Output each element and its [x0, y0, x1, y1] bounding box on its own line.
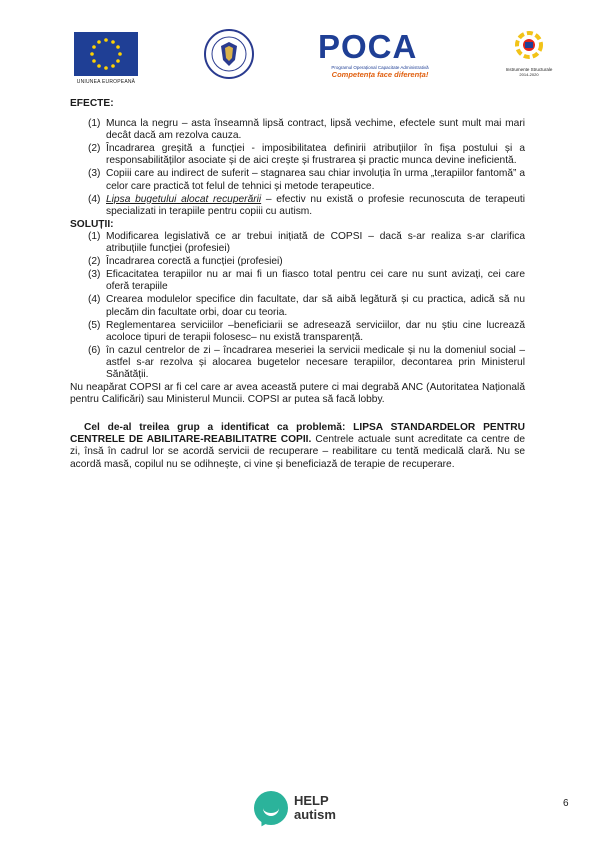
item-emphasis: Lipsa bugetului alocat recuperării: [106, 193, 262, 205]
item-number: (4): [88, 294, 101, 306]
paragraph-third-group: [70, 422, 525, 470]
item-number: (4): [88, 193, 101, 205]
item-number: (1): [88, 118, 101, 130]
item-text: Modificarea legislativă ce ar trebui inițiată de COPSI – dacă s-ar realiza s-ar clarifica atribuțiile funcției (profesiei): [106, 230, 525, 255]
list-item: [70, 294, 525, 318]
item-number: (5): [88, 319, 101, 331]
item-text: Încadrarea greșită a funcției - imposibilitatea definirii atribuțiilor în fișa postului și a responsabilităților asociate și de aici crește și frustrarea și practic munca devine ineficientă.: [106, 143, 525, 167]
eu-flag-icon: [74, 32, 138, 76]
structural-instruments-logo: [505, 30, 553, 77]
header-logos: [0, 28, 595, 88]
instruments-caption: Instrumente Structurale: [505, 67, 553, 72]
item-text: – efectiv nu există o profesie recunoscuta de terapeuti specializati in terapiile pentru copiii cu autism.: [106, 193, 525, 217]
help-logo-text: HELP: [294, 793, 329, 808]
item-number: (1): [88, 230, 101, 242]
item-number: (2): [88, 256, 101, 268]
paragraph-anc: Nu neapărat COPSI ar fi cel care ar avea această putere ci mai degrabă ANC (Autoritatea Națională pentru Calificări) sau Ministerul Muncii. COPSI ar putea să facă lobby.: [70, 382, 525, 406]
eu-caption: UNIUNEA EUROPEANĂ: [76, 79, 136, 85]
autism-logo-text: autism: [294, 807, 336, 822]
list-item: [70, 320, 525, 344]
item-text: Munca la negru – asta înseamnă lipsă contract, lipsă vechime, efectele sunt mult mai mari decât dacă am rezolva cauza.: [106, 118, 525, 142]
solutii-heading: SOLUȚII:: [70, 218, 114, 230]
eu-logo: [74, 32, 138, 85]
item-text: Crearea modulelor specifice din facultate, dar să aibă legătură și cu practica, adică să nu plecăm din facultate orbi, doar cu teoria.: [106, 294, 525, 318]
list-item: [70, 269, 525, 293]
poca-logo: [318, 30, 442, 79]
list-item: [70, 231, 525, 255]
government-seal-icon: [203, 28, 255, 80]
instruments-years: 2014-2020: [519, 72, 539, 77]
poca-program-text: Programul Operațional Capacitate Administrativă: [331, 65, 429, 70]
item-number: (3): [88, 168, 101, 180]
item-number: (6): [88, 344, 101, 356]
document-body: [70, 98, 525, 471]
list-item: [70, 143, 525, 167]
item-number: (2): [88, 143, 101, 155]
efecte-list: [70, 118, 525, 218]
poca-slogan: Competența face diferența!: [331, 70, 429, 79]
item-text: Încadrarea corectă a funcției (profesiei): [106, 256, 283, 268]
item-text: Copiii care au indirect de suferit – stagnarea sau chiar involuția în urma „terapiilor fantomă” a celor care practică tot felul de tehnici și metode terapeutice.: [106, 168, 525, 192]
page-number: 6: [563, 798, 569, 809]
item-number: (3): [88, 269, 101, 281]
list-item: [70, 345, 525, 381]
instruments-icon: [511, 30, 547, 60]
list-item: [70, 256, 525, 268]
list-item: [70, 194, 525, 218]
item-text: Eficacitatea terapiilor nu ar mai fi un fiasco total pentru cei care nu sunt avizați, cei care oferă terapiile: [106, 269, 525, 293]
help-autism-logo: [254, 787, 354, 835]
third-group-bold: Cel de-al treilea grup a identificat ca problemă: LIPSA STANDARDELOR PENTRU CENTRELE DE ABILITARE-REABILITATRE COPII.: [70, 422, 525, 446]
item-text: în cazul centrelor de zi – încadrarea meseriei la servicii medicale și nu la domeniul social – astfel s-ar rezolva și alocarea bugetelor necesare terapiilor, decontarea prin Ministerul Sănătății.: [106, 344, 525, 380]
list-item: [70, 118, 525, 142]
poca-wordmark: POCA: [318, 28, 418, 65]
item-text: Reglementarea serviciilor –beneficiarii se adresează serviciilor, dar nu știu cine lucrează acoloce tipuri de terapii folosesc– nu există transparență.: [106, 319, 525, 343]
third-group-text: Centrele actuale sunt acreditate ca centre de zi, însă în cadrul lor se acordă servicii de recuperare – reabilitare cu tentă medicală clară. Nu se acordă masă, copilul nu se odihnește, ci vine și beneficiază de terapie de recuperare.: [70, 434, 525, 470]
solutii-list: [70, 231, 525, 381]
efecte-heading: EFECTE:: [70, 98, 114, 109]
list-item: [70, 168, 525, 192]
